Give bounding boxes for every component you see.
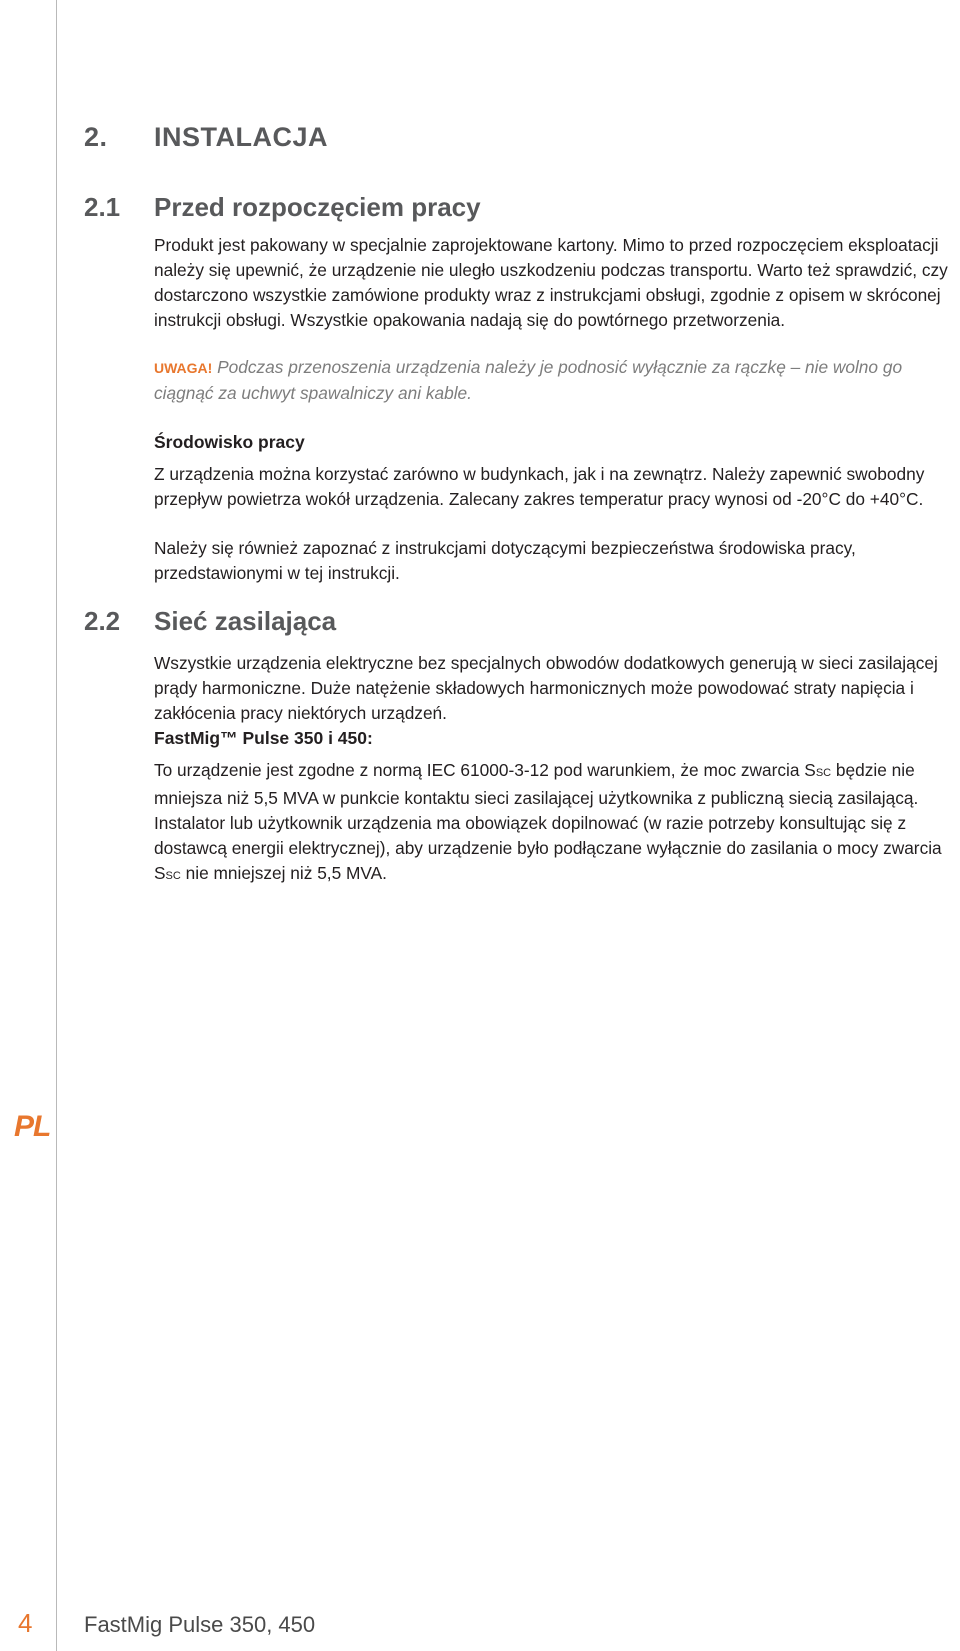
footer-title: FastMig Pulse 350, 450: [84, 1612, 316, 1637]
standard-text-a: To urządzenie jest zgodne z normą IEC 61000-3-12 pod warunkiem, że moc zwarcia S: [154, 760, 816, 780]
subsection-2-2-title: Sieć zasilająca: [154, 606, 337, 636]
standard-text-b: będzie nie mniejsza niż 5,5 MVA w punkcie kontaktu sieci zasilającej użytkownika z publiczną siecią zasilającą. Instalator lub użytkownik urządzenia ma obowiązek dopilnować (w razie potrzeby konsultując się z dostawcą energii elektrycznej), aby urządzenie było podłączane wyłącznie do zasilania o mocy zwarcia S: [154, 760, 942, 883]
ssc-subscript: SC: [815, 767, 832, 779]
page-number: 4: [18, 1608, 33, 1638]
warning-paragraph: [154, 355, 954, 406]
warning-text: Podczas przenoszenia urządzenia należy je podnosić wyłącznie za rączkę – nie wolno go ciągnąć za uchwyt spawalniczy ani kable.: [154, 357, 903, 403]
language-tag: PL: [14, 1110, 51, 1143]
subsection-2-2-number: 2.2: [84, 606, 121, 636]
subsection-2-1-title: Przed rozpoczęciem pracy: [154, 192, 481, 222]
environment-heading: Środowisko pracy: [154, 432, 305, 452]
paragraph-environment: Z urządzenia można korzystać zarówno w budynkach, jak i na zewnątrz. Należy zapewnić swobodny przepływ powietrza wokół urządzenia. Zalecany zakres temperatur pracy wynosi od -20°C do +40°C.: [154, 464, 925, 509]
subsection-2-1-number: 2.1: [84, 192, 121, 222]
section-title: INSTALACJA: [154, 122, 329, 152]
paragraph-packaging: Produkt jest pakowany w specjalnie zaprojektowane kartony. Mimo to przed rozpoczęciem eksploatacji należy się upewnić, że urządzenie nie uległo uszkodzeniu podczas transportu. Warto też sprawdzić, czy dostarczono wszystkie zamówione produkty wraz z instrukcjami obsługi, zgodnie z opisem w skróconej instrukcji obsługi. Wszystkie opakowania nadają się do powtórnego przetworzenia.: [154, 235, 948, 330]
model-heading: FastMig™ Pulse 350 i 450:: [154, 728, 373, 748]
paragraph-safety: Należy się również zapoznać z instrukcjami dotyczącymi bezpieczeństwa środowiska pracy, przedstawionymi w tej instrukcji.: [154, 538, 856, 583]
ssc-subscript: SC: [165, 870, 181, 882]
paragraph-harmonics: Wszystkie urządzenia elektryczne bez specjalnych obwodów dodatkowych generują w sieci zasilającej prądy harmoniczne. Duże natężenie składowych harmonicznych może powodować straty napięcia i zakłócenia pracy niektórych urządzeń.: [154, 653, 938, 723]
standard-text-c: nie mniejszej niż 5,5 MVA.: [180, 863, 387, 883]
section-number: 2.: [84, 122, 108, 152]
margin-rule: [56, 0, 57, 1651]
warning-label: UWAGA!: [154, 360, 213, 376]
paragraph-standard: [154, 758, 954, 889]
